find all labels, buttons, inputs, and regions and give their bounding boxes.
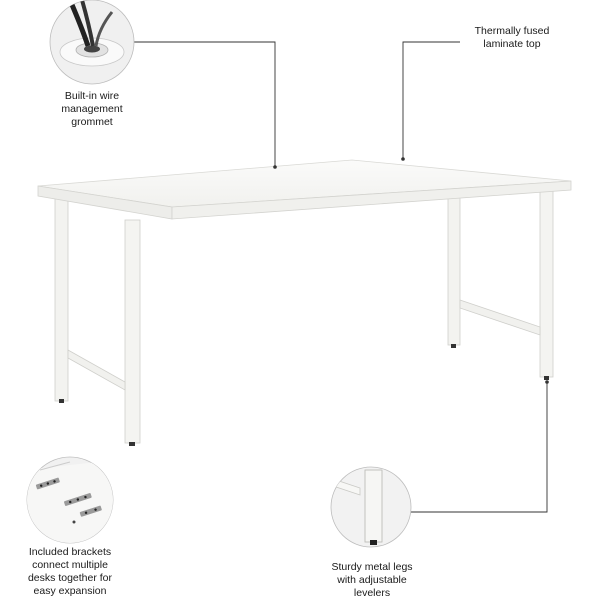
brackets-label-line: Included brackets [28, 546, 112, 558]
grommet-detail-icon [50, 0, 134, 84]
legs-label-line: levelers [353, 587, 391, 599]
desk-crossbar-right [460, 300, 540, 335]
leader-dot-grommet [273, 165, 277, 169]
grommet-label-line: management [61, 103, 123, 115]
desk-top [38, 160, 571, 219]
leader-lines [134, 42, 547, 512]
leader-dot-legs [545, 380, 549, 384]
desk-leg-front-left [125, 220, 140, 446]
legs-callout-label [318, 561, 426, 600]
brackets-label-line: connect multiple [32, 559, 108, 571]
bracket-detail-icon [25, 457, 115, 545]
laminate-label-line: laminate top [483, 38, 541, 50]
brackets-label-line: desks together for [27, 572, 113, 584]
brackets-label-line: easy expansion [33, 585, 107, 597]
legs-label-line: Sturdy metal legs [331, 561, 413, 573]
leg-leveler-detail-icon [330, 467, 411, 547]
leader-dot-laminate [401, 157, 405, 161]
desk [38, 160, 571, 446]
legs-label-line: with adjustable [337, 574, 407, 586]
desk-leg-front-right [540, 185, 553, 380]
desk-leg-back-right [448, 191, 460, 348]
desk-crossbar-left [68, 350, 125, 390]
grommet-callout-label [52, 90, 132, 129]
grommet-label-line: grommet [71, 116, 113, 128]
desk-leg-back-left [55, 196, 68, 403]
laminate-label-line: Thermally fused [474, 25, 550, 37]
laminate-callout-label [462, 25, 562, 51]
leader-line-laminate [403, 42, 460, 158]
leader-line-legs [411, 382, 547, 512]
brackets-callout-label [15, 546, 125, 598]
grommet-label-line: Built-in wire [64, 90, 120, 102]
leader-line-grommet [134, 42, 275, 166]
